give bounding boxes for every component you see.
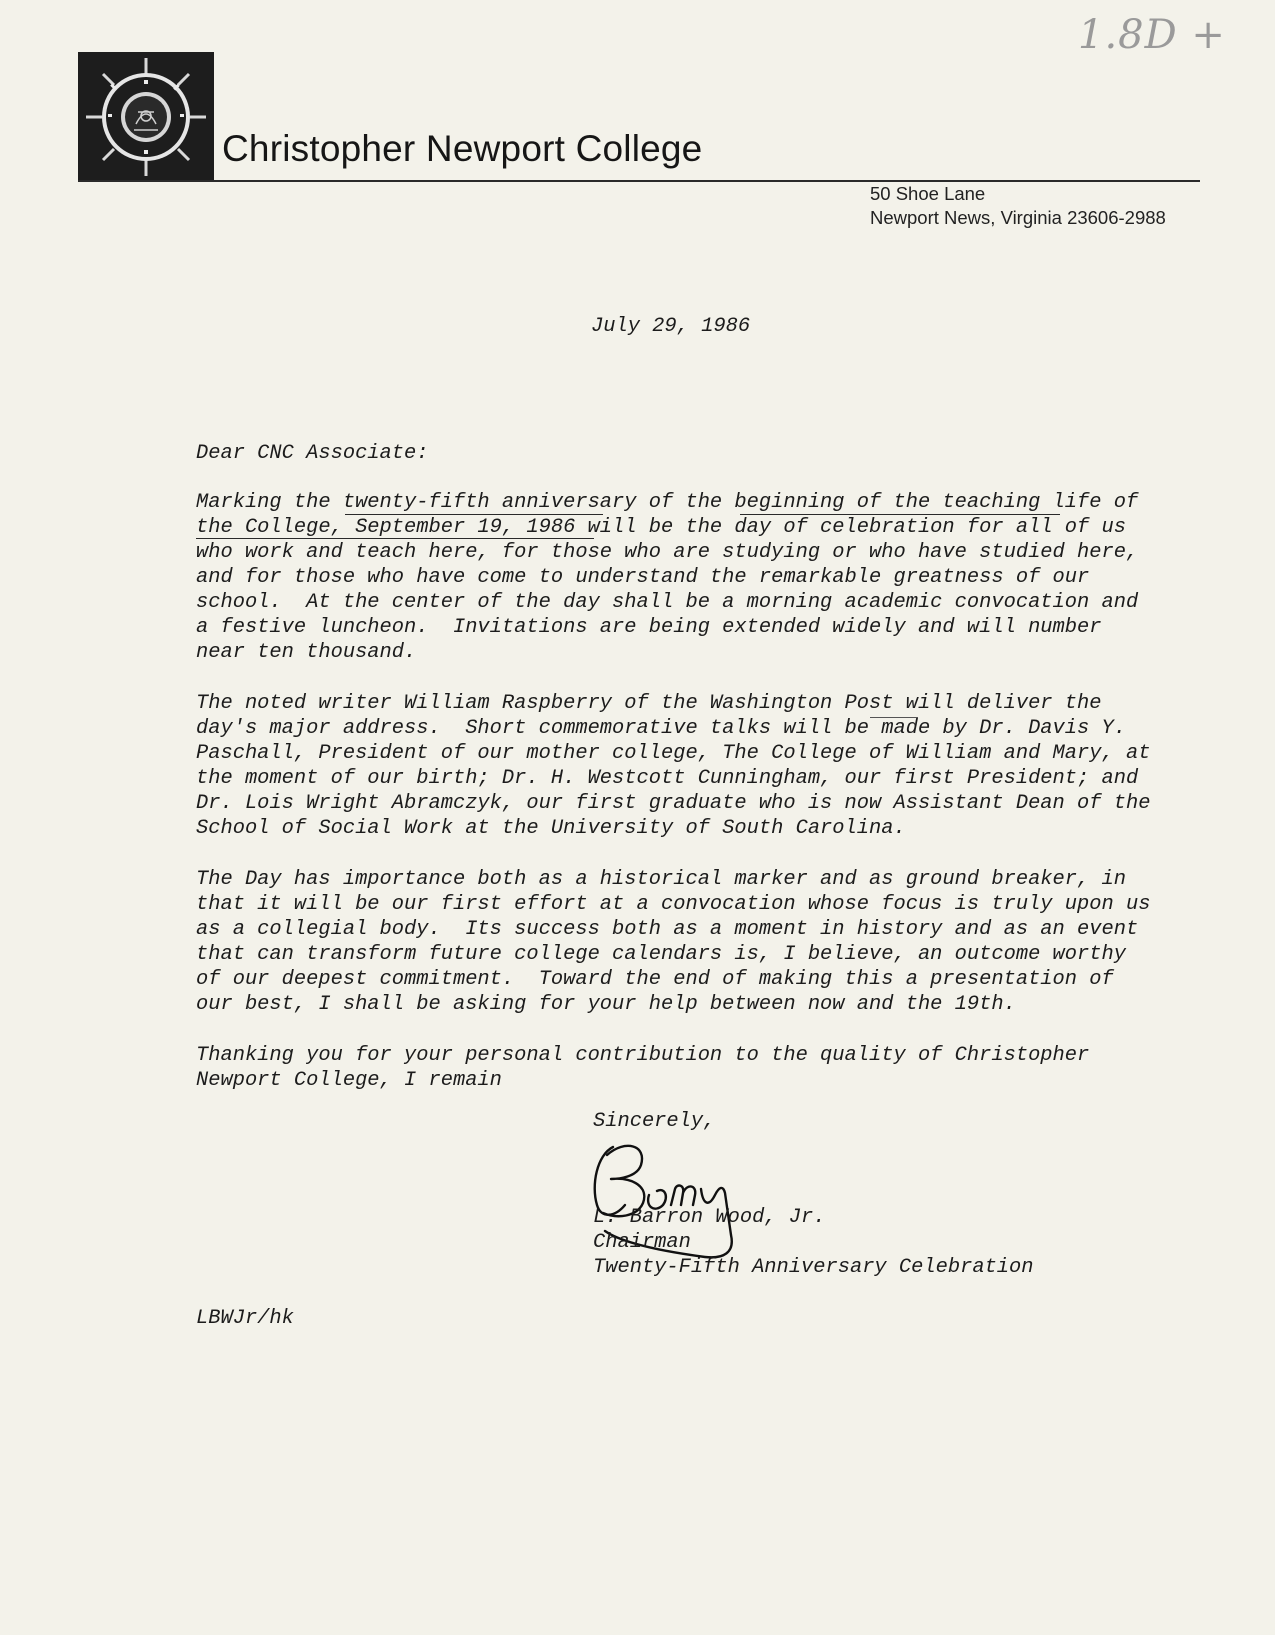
signer-name: L. Barron Wood, Jr. [593,1206,826,1229]
underline-mark [345,514,603,515]
signer-title: Chairman [593,1231,691,1254]
body-line: Dr. Lois Wright Abramczyk, our first graduate who is now Assistant Dean of the [196,792,1151,815]
body-line: The Day has importance both as a historical marker and as ground breaker, in [196,868,1126,891]
address-city: Newport News, Virginia 23606-2988 [870,207,1166,228]
college-seal-logo [78,52,214,182]
underline-mark [740,514,1060,515]
underline-mark [870,717,918,718]
body-line: and for those who have come to understand the remarkable greatness of our [196,566,1090,589]
letter-body [196,490,1206,1119]
body-line: our best, I shall be asking for your help between now and the 19th. [196,993,1016,1016]
reference-initials: LBWJr/hk [196,1307,294,1330]
college-name-heading: Christopher Newport College [222,128,703,169]
body-line: who work and teach here, for those who are studying or who have studied here, [196,541,1139,564]
body-line: Thanking you for your personal contribution to the quality of Christopher [196,1044,1090,1067]
body-line: as a collegial body. Its success both as a moment in history and as an event [196,918,1139,941]
body-line: that can transform future college calendars is, I believe, an outcome worthy [196,943,1126,966]
handwritten-annotation: 1.8D + [1078,12,1226,58]
letter-date: July 29, 1986 [591,315,751,338]
body-line: day's major address. Short commemorative talks will be made by Dr. Davis Y. [196,717,1126,740]
paragraph-3 [196,867,1206,1017]
paragraph-4 [196,1043,1206,1093]
underline-mark [196,538,594,539]
body-line: of our deepest commitment. Toward the end of making this a presentation of [196,968,1114,991]
closing: Sincerely, [593,1110,716,1133]
paragraph-2 [196,691,1206,841]
college-address [870,182,1166,230]
body-line: The noted writer William Raspberry of the Washington Post will deliver the [196,692,1102,715]
paragraph-1 [196,490,1206,665]
signature-block [593,1205,1034,1280]
body-line: Paschall, President of our mother college, The College of William and Mary, at [196,742,1151,765]
ship-wheel-seal-icon [78,52,214,182]
salutation: Dear CNC Associate: [196,442,429,465]
address-street: 50 Shoe Lane [870,183,986,204]
body-line: that it will be our first effort at a convocation whose focus is truly upon us [196,893,1151,916]
body-line: School of Social Work at the University of South Carolina. [196,817,906,840]
body-line: a festive luncheon. Invitations are being extended widely and will number [196,616,1102,639]
body-line: the moment of our birth; Dr. H. Westcott Cunningham, our first President; and [196,767,1139,790]
body-line: Marking the twenty-fifth anniversary of the beginning of the teaching life of [196,491,1139,514]
body-line: school. At the center of the day shall be a morning academic convocation and [196,591,1139,614]
body-line: Newport College, I remain [196,1069,502,1092]
body-line: near ten thousand. [196,641,417,664]
body-line: the College, September 19, 1986 will be the day of celebration for all of us [196,516,1126,539]
signer-organization: Twenty-Fifth Anniversary Celebration [593,1256,1034,1279]
